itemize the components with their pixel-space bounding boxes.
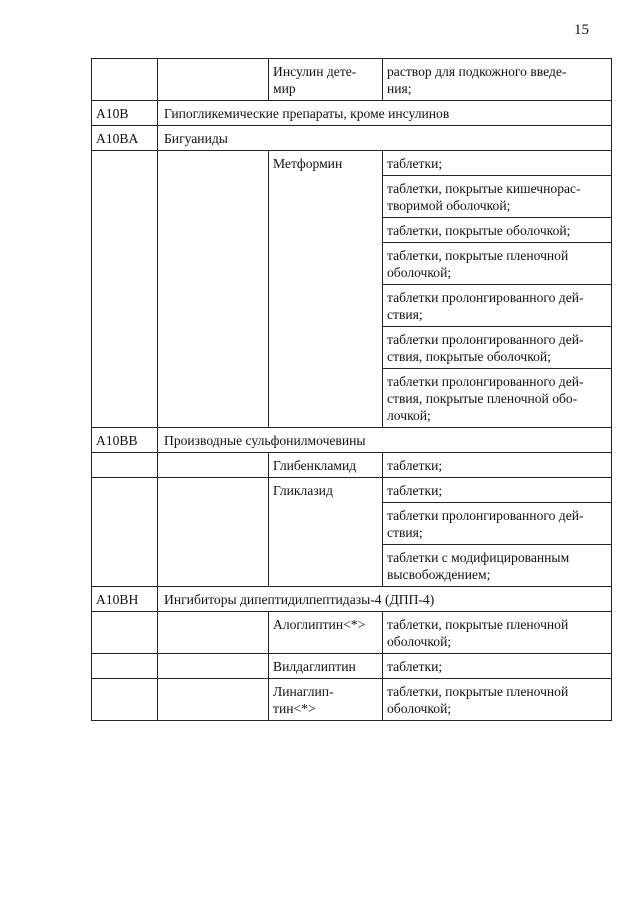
group-row (92, 587, 612, 612)
empty-group-cell (158, 59, 269, 101)
dosage-form: таблетки пролонгированного дей- ствия; (383, 503, 612, 545)
dosage-form: таблетки; (383, 453, 612, 478)
drug-name: Гликлазид (269, 478, 383, 587)
dosage-form: таблетки, покрытые оболочкой; (383, 218, 612, 243)
empty-code-cell (92, 478, 158, 587)
dosage-form: таблетки пролонгированного дей- ствия, покрытые оболочкой; (383, 327, 612, 369)
drug-row (92, 151, 612, 176)
drug-name: Линаглип- тин<*> (269, 679, 383, 721)
empty-group-cell (158, 151, 269, 428)
drug-row (92, 59, 612, 101)
drug-row (92, 679, 612, 721)
drug-name: Вилдаглиптин (269, 654, 383, 679)
drug-name: Инсулин дете- мир (269, 59, 383, 101)
empty-group-cell (158, 453, 269, 478)
dosage-form: таблетки; (383, 654, 612, 679)
dosage-form: таблетки, покрытые пленочной оболочкой; (383, 612, 612, 654)
group-row (92, 101, 612, 126)
dosage-form: таблетки пролонгированного дей- ствия; (383, 285, 612, 327)
drug-row (92, 478, 612, 503)
dosage-form: таблетки с модифицированным высвобождением; (383, 545, 612, 587)
empty-group-cell (158, 612, 269, 654)
drug-name: Глибенкламид (269, 453, 383, 478)
drug-table (91, 58, 612, 721)
atc-code: A10BB (92, 428, 158, 453)
drug-name: Метформин (269, 151, 383, 428)
dosage-form: таблетки, покрытые пленочной оболочкой; (383, 243, 612, 285)
empty-group-cell (158, 654, 269, 679)
dosage-form: таблетки; (383, 478, 612, 503)
drug-row (92, 453, 612, 478)
empty-code-cell (92, 453, 158, 478)
empty-code-cell (92, 654, 158, 679)
group-name: Гипогликемические препараты, кроме инсулинов (158, 101, 612, 126)
dosage-form: таблетки; (383, 151, 612, 176)
drug-table-body (92, 59, 612, 721)
group-name: Производные сульфонилмочевины (158, 428, 612, 453)
atc-code: A10BA (92, 126, 158, 151)
dosage-form: раствор для подкожного введе- ния; (383, 59, 612, 101)
group-name: Ингибиторы дипептидилпептидазы-4 (ДПП-4) (158, 587, 612, 612)
empty-group-cell (158, 679, 269, 721)
page-number: 15 (574, 22, 589, 38)
empty-code-cell (92, 59, 158, 101)
dosage-form: таблетки, покрытые кишечнорас- творимой оболочкой; (383, 176, 612, 218)
dosage-form: таблетки пролонгированного дей- ствия, покрытые пленочной обо- лочкой; (383, 369, 612, 428)
drug-row (92, 612, 612, 654)
atc-code: A10BH (92, 587, 158, 612)
empty-code-cell (92, 612, 158, 654)
group-name: Бигуаниды (158, 126, 612, 151)
empty-code-cell (92, 151, 158, 428)
dosage-form: таблетки, покрытые пленочной оболочкой; (383, 679, 612, 721)
group-row (92, 126, 612, 151)
group-row (92, 428, 612, 453)
drug-row (92, 654, 612, 679)
empty-group-cell (158, 478, 269, 587)
drug-name: Алоглиптин<*> (269, 612, 383, 654)
empty-code-cell (92, 679, 158, 721)
atc-code: A10B (92, 101, 158, 126)
